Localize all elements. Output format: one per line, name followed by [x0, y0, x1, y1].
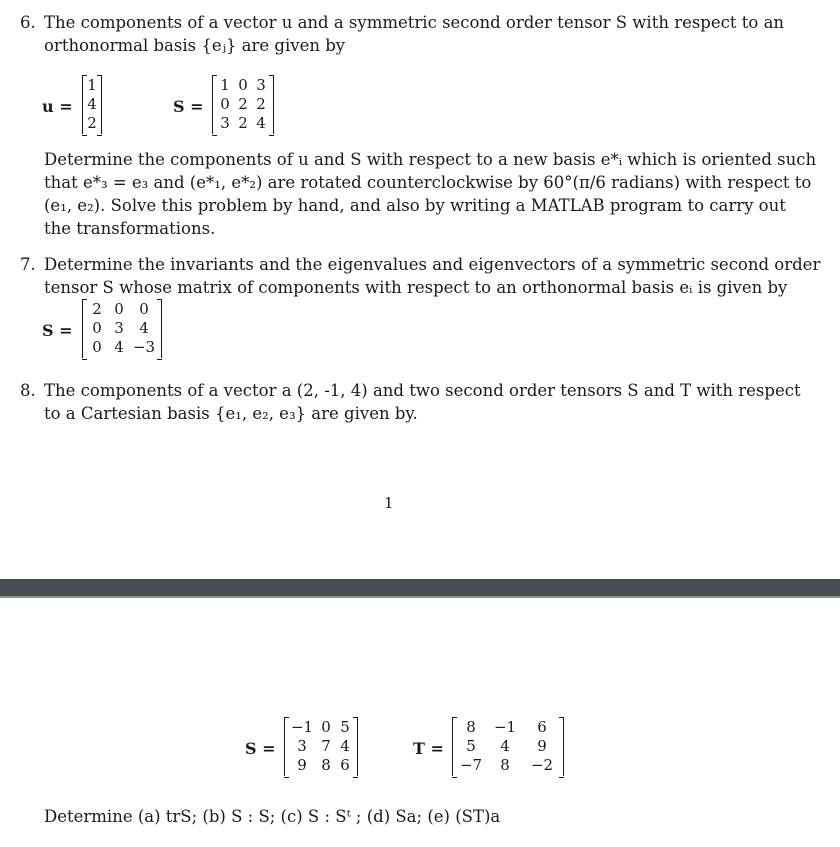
- p6-number: 6.: [20, 13, 36, 32]
- matrix-cell: 5: [340, 718, 350, 736]
- matrix-bracket-right: [559, 717, 564, 778]
- p7-number: 7.: [20, 255, 36, 274]
- matrix-bracket-right: [269, 75, 274, 136]
- matrix-bracket-left: [82, 75, 87, 136]
- matrix-cell: 2: [256, 95, 266, 113]
- matrix-cell: 4: [256, 114, 266, 132]
- matrix-cell: 7: [321, 737, 331, 755]
- p8-line-1: The components of a vector a (2, -1, 4) and two second order tensors S and T with respect: [44, 381, 801, 400]
- matrix-cell: 2: [87, 114, 97, 132]
- matrix-cell: 0: [139, 300, 149, 318]
- matrix-cell: −1: [290, 718, 314, 736]
- matrix-cell: 3: [256, 76, 266, 94]
- p6-line-5: (e₁, e₂). Solve this problem by hand, and also by writing a MATLAB program to carry out: [44, 196, 786, 215]
- p7-S-label: S =: [42, 321, 73, 340]
- matrix-bracket-right: [157, 299, 162, 360]
- matrix-cell: 8: [500, 756, 510, 774]
- p8-question: Determine (a) trS; (b) S : S; (c) S : Sᵗ ; (d) Sa; (e) (ST)a: [44, 807, 501, 826]
- p6-line-2: orthonormal basis {eⱼ} are given by: [44, 36, 346, 55]
- p6-u-label: u =: [42, 97, 73, 116]
- matrix-cell: 0: [92, 319, 102, 337]
- p6-line-1: The components of a vector u and a symmetric second order tensor S with respect to an: [44, 13, 785, 32]
- matrix-cell: −3: [132, 338, 156, 356]
- p6-line-6: the transformations.: [44, 219, 216, 238]
- matrix-cell: −1: [493, 718, 517, 736]
- matrix-cell: 3: [297, 737, 307, 755]
- matrix-cell: 1: [87, 76, 97, 94]
- matrix-bracket-left: [452, 717, 457, 778]
- p6-line-3: Determine the components of u and S with respect to a new basis e*ᵢ which is oriented such: [44, 150, 817, 169]
- matrix-cell: 5: [466, 737, 476, 755]
- matrix-cell: 4: [87, 95, 97, 113]
- p6-matrix-S: [212, 75, 274, 134]
- p7-line-2: tensor S whose matrix of components with respect to an orthonormal basis eᵢ is given by: [44, 278, 788, 297]
- matrix-cell: 4: [139, 319, 149, 337]
- matrix-bracket-right: [353, 717, 358, 778]
- p7-matrix-S: [82, 299, 162, 358]
- matrix-cell: 9: [537, 737, 547, 755]
- matrix-cell: 4: [500, 737, 510, 755]
- p8-matrix-S: [284, 717, 358, 776]
- matrix-cell: 1: [220, 76, 230, 94]
- matrix-cell: 3: [220, 114, 230, 132]
- matrix-cell: 8: [321, 756, 331, 774]
- matrix-cell: 0: [321, 718, 331, 736]
- p6-S-label: S =: [173, 97, 204, 116]
- page-separator: [0, 579, 840, 596]
- p8-number: 8.: [20, 381, 36, 400]
- matrix-cell: 2: [238, 114, 248, 132]
- page-number: 1: [384, 494, 394, 512]
- matrix-bracket-left: [284, 717, 289, 778]
- matrix-cell: 9: [297, 756, 307, 774]
- matrix-bracket-left: [212, 75, 217, 136]
- matrix-bracket-right: [97, 75, 102, 136]
- matrix-cell: 6: [537, 718, 547, 736]
- p8-T-label: T =: [413, 739, 444, 758]
- matrix-cell: 6: [340, 756, 350, 774]
- p8-matrix-T: [452, 717, 564, 776]
- matrix-cell: 0: [220, 95, 230, 113]
- matrix-cell: 8: [466, 718, 476, 736]
- p6-vector-u: [82, 75, 102, 134]
- p7-line-1: Determine the invariants and the eigenvalues and eigenvectors of a symmetric second order: [44, 255, 821, 274]
- matrix-cell: −2: [530, 756, 554, 774]
- matrix-cell: 3: [114, 319, 124, 337]
- matrix-cell: 2: [238, 95, 248, 113]
- p8-line-2: to a Cartesian basis {e₁, e₂, e₃} are given by.: [44, 404, 418, 423]
- matrix-bracket-left: [82, 299, 87, 360]
- matrix-cell: 2: [92, 300, 102, 318]
- matrix-cell: 0: [238, 76, 248, 94]
- matrix-cell: −7: [459, 756, 483, 774]
- matrix-cell: 4: [114, 338, 124, 356]
- matrix-cell: 0: [92, 338, 102, 356]
- matrix-cell: 0: [114, 300, 124, 318]
- matrix-cell: 4: [340, 737, 350, 755]
- p8-S-label: S =: [245, 739, 276, 758]
- p6-line-4: that e*₃ = e₃ and (e*₁, e*₂) are rotated counterclockwise by 60°(π/6 radians) with respect to: [44, 173, 812, 192]
